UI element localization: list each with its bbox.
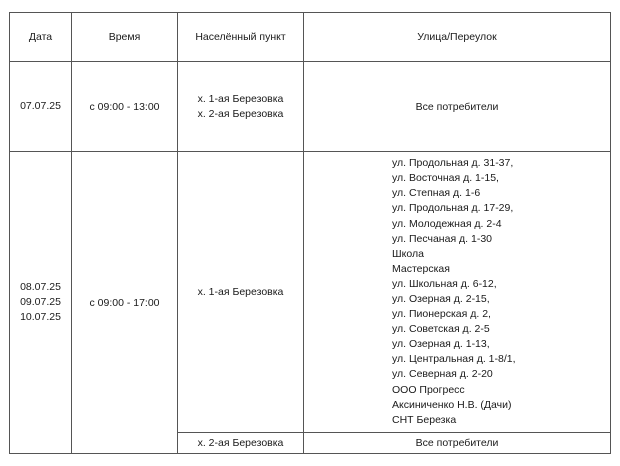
settlement-cell: х. 1-ая Березовка (178, 152, 304, 433)
street-cell (304, 152, 611, 433)
street-item: ул. Продольная д. 31-37, (392, 157, 514, 170)
settlement-value: х. 2-ая Березовка (197, 107, 284, 120)
street-list (304, 156, 610, 428)
street-item: ул. Центральная д. 1-8/1, (392, 353, 516, 366)
date-value: 08.07.25 (20, 281, 61, 293)
header-settlement: Населённый пункт (178, 13, 304, 62)
street-item: ООО Прогресс (392, 383, 465, 396)
street-item: ул. Молодежная д. 2-4 (392, 217, 502, 230)
street-item: ул. Советская д. 2-5 (392, 323, 490, 336)
settlement-cell (178, 62, 304, 152)
street-item: Аксиниченко Н.В. (Дачи) (392, 398, 512, 411)
street-item: ул. Степная д. 1-6 (392, 187, 481, 200)
header-date: Дата (10, 13, 72, 62)
street-item: ул. Песчаная д. 1-30 (392, 232, 493, 245)
date-cell (10, 62, 72, 152)
settlement-cell: х. 2-ая Березовка (178, 433, 304, 454)
street-item: Школа (392, 247, 424, 260)
street-item: ул. Восточная д. 1-15, (392, 172, 499, 185)
street-item: Мастерская (392, 262, 450, 275)
table-row (10, 152, 611, 433)
street-item: ул. Озерная д. 2-15, (392, 293, 490, 305)
time-cell: с 09:00 - 17:00 (72, 152, 178, 454)
header-time: Время (72, 13, 178, 62)
date-cell (10, 152, 72, 454)
street-item: СНТ Березка (392, 413, 457, 426)
street-item: ул. Северная д. 2-20 (392, 368, 493, 381)
street-cell: Все потребители (304, 62, 611, 152)
date-value: 09.07.25 (20, 296, 61, 308)
header-street: Улица/Переулок (304, 13, 611, 62)
street-item: ул. Пионерская д. 2, (392, 308, 491, 321)
street-cell: Все потребители (304, 433, 611, 454)
date-value: 07.07.25 (20, 100, 61, 112)
time-cell: с 09:00 - 13:00 (72, 62, 178, 152)
table-row (10, 62, 611, 152)
table-header-row (10, 13, 611, 62)
street-item: ул. Озерная д. 1-13, (392, 338, 490, 351)
street-item: ул. Школьная д. 6-12, (392, 277, 497, 290)
date-value: 10.07.25 (20, 311, 61, 323)
street-item: ул. Продольная д. 17-29, (392, 202, 514, 215)
settlement-value: х. 1-ая Березовка (197, 92, 284, 105)
outage-schedule-table (9, 12, 611, 454)
